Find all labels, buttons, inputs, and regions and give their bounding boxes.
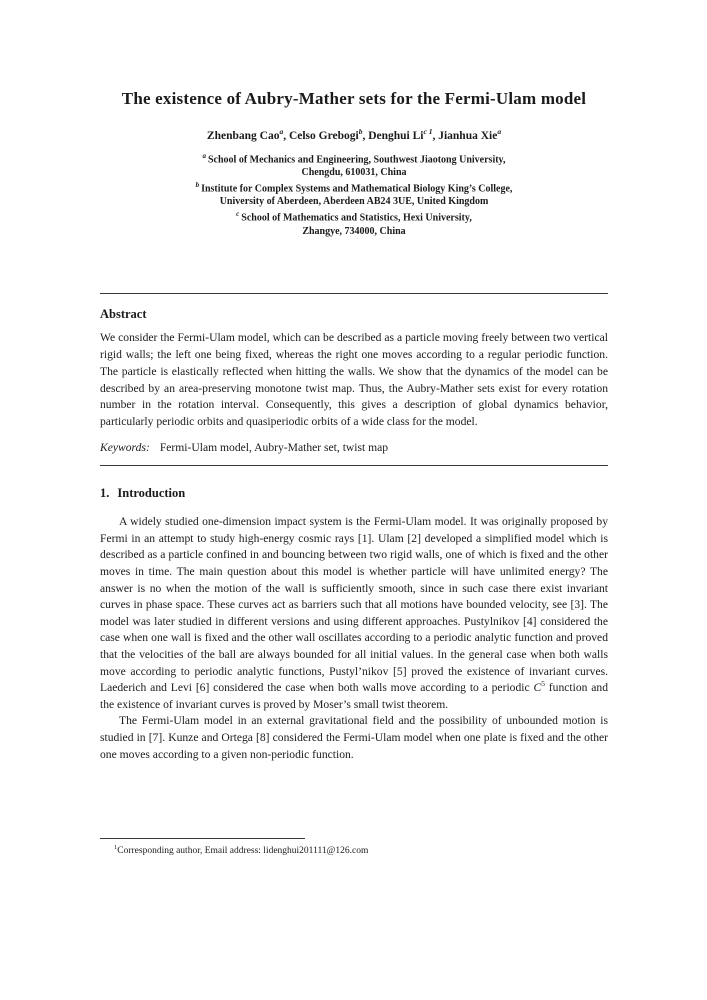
- paper-title: The existence of Aubry-Mather sets for the Fermi-Ulam model: [121, 89, 587, 108]
- divider-below-keywords: [100, 465, 608, 466]
- author: Jianhua Xie$^a$: [438, 127, 502, 142]
- author-affiliation-sup: a: [497, 127, 502, 136]
- author-line: [100, 127, 608, 142]
- section-number: 1.: [100, 486, 110, 501]
- intro-paragraph-1: A widely studied one-dimension impact system is the Fermi-Ulam model. It was originally proposed by Fermi in an attempt to study high-energy cosmic rays [1]. Ulam [2] developed a simplified model which is described as a particle confined in and bouncing between two rigid walls, one of which is fixed and the other moves in time. The main question about this model is whether particle will have unlimited energy? The answer is no when the motion of the wall is sufficiently smooth, since in such case there exist invariant curves in phase space. These curves act as barriers such that all motions have bounded velocity, see [3]. The model was later studied in different versions and using different approaches. Pustylnikov [4] considered the case when one wall is fixed and the other wall oscillates according to a periodic analytic function and proved that the velocities of the ball are always bounded for all initial values. In the general case when both walls move according to periodic analytic functions, Pustyl’nikov [5] proved the existence of invariant curves. Laederich and Levi [6] considered the case when both walls move according to a periodic $C^5$ function and the existence of invariant curves is proved by Moser’s small twist theorem.: [100, 515, 608, 711]
- affiliation-sup: b: [195, 181, 200, 190]
- keywords-text: Fermi-Ulam model, Aubry-Mather set, twist map: [159, 441, 389, 455]
- affiliation-line: Zhangye, 734000, China: [302, 225, 406, 237]
- author: Celso Grebogi$^b$,: [288, 127, 369, 142]
- affiliation-line: $^a$ School of Mechanics and Engineering, Southwest Jiaotong University,: [202, 151, 506, 166]
- affiliation-line: $^b$ Institute for Complex Systems and Mathematical Biology King’s College,: [195, 181, 513, 195]
- keywords-line: [100, 440, 608, 455]
- affiliation-line: University of Aberdeen, Aberdeen AB24 3UE, United Kingdom: [219, 196, 489, 208]
- footnote-text: Corresponding author, Email address: lidenghui201111@126.com: [117, 846, 369, 857]
- affiliation-sup: a: [202, 151, 206, 160]
- math-symbol-C: C: [533, 681, 542, 695]
- affiliation-line: Chengdu, 610031, China: [301, 167, 407, 179]
- abstract-text: We consider the Fermi-Ulam model, which can be described as a particle moving freely between two vertical rigid walls; the left one being fixed, whereas the right one moves according to a regular periodic function. The particle is elastically reflected when hitting the walls. We show that the dynamics of the model can be described by an area-preserving monotone twist map. Thus, the Aubry-Mather sets exist for every rotation number in the rotation interval. Consequently, this gives a description of global dynamics behavior, particularly periodic orbits and quasiperiodic orbits of a wide class for the model.: [100, 330, 608, 429]
- affiliation-sup: c: [236, 210, 240, 219]
- intro-paragraph-2: The Fermi-Ulam model in an external gravitational field and the possibility of unbounded motion is studied in [7]. Kunze and Ortega [8] considered the Fermi-Ulam model when one plate is fixed and the other one moves according to a given non-periodic function.: [100, 714, 608, 761]
- page-content: [100, 0, 608, 763]
- footnote-marker: 1: [114, 844, 118, 851]
- keywords-label: Keywords:: [100, 441, 150, 455]
- affiliations: [100, 150, 608, 238]
- affiliation-line: $^c$ School of Mathematics and Statistics, Hexi University,: [236, 210, 472, 224]
- math-exponent: 5: [541, 679, 545, 689]
- footnote-block: [100, 838, 608, 857]
- author-affiliation-sup: c 1: [423, 127, 433, 136]
- divider-above-abstract: [100, 293, 608, 294]
- author: Zhenbang Cao$^a$,: [206, 127, 289, 142]
- author-affiliation-sup: a: [279, 127, 284, 136]
- abstract-heading: Abstract: [100, 306, 147, 321]
- author: Denghui $Li^{c 1}$,: [368, 127, 439, 142]
- section-title: Introduction: [117, 486, 186, 501]
- author-affiliation-sup: b: [358, 127, 363, 136]
- footnote: [100, 842, 608, 857]
- section-heading-introduction: [100, 486, 608, 501]
- footnote-rule: [100, 838, 305, 839]
